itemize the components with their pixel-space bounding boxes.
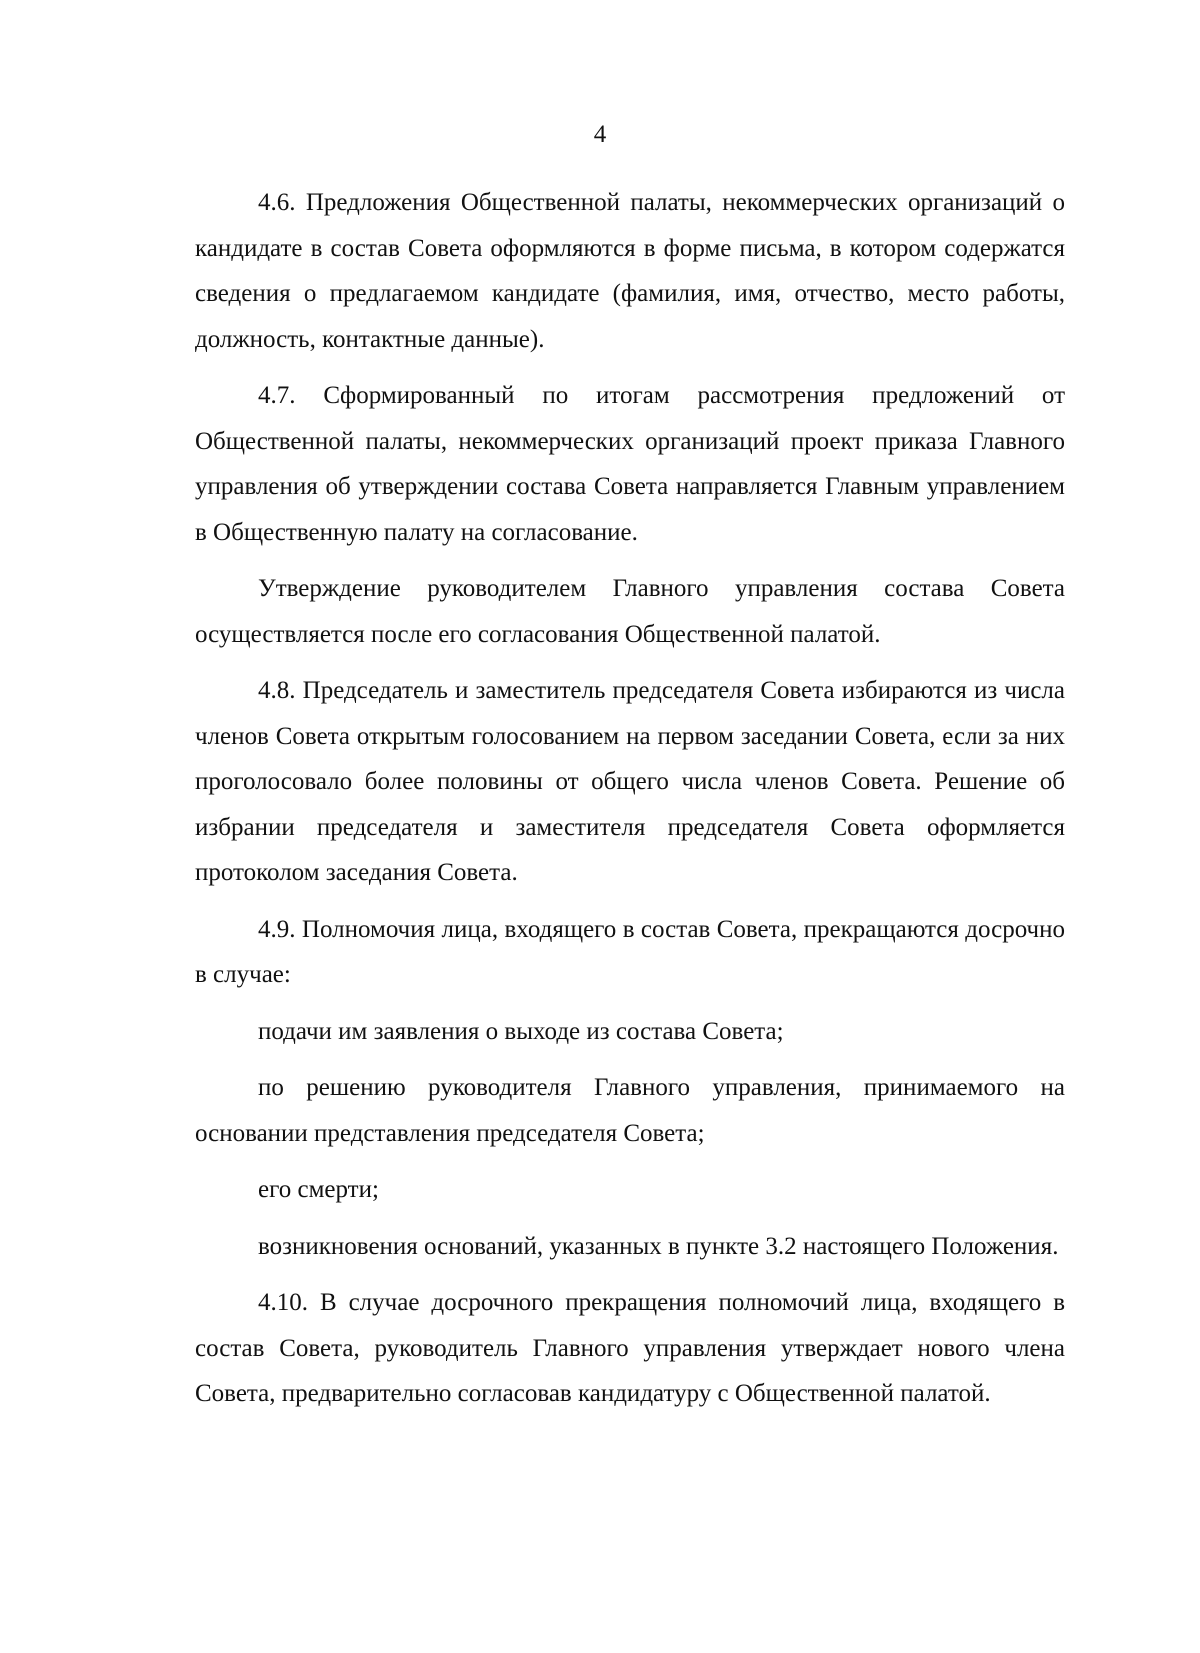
document-body — [195, 180, 1065, 1428]
paragraph-4-9: 4.9. Полномочия лица, входящего в состав Совета, прекращаются досрочно в случае: — [195, 915, 1065, 988]
list-item-resignation: подачи им заявления о выходе из состава Совета; — [258, 1017, 784, 1045]
list-item-decision: по решению руководителя Главного управления, принимаемого на основании представления председателя Совета; — [195, 1074, 1065, 1147]
list-item-death: его смерти; — [258, 1176, 379, 1203]
page-number: 4 — [593, 121, 607, 148]
paragraph-4-7: 4.7. Сформированный по итогам рассмотрения предложений от Общественной палаты, некоммерческих организаций проект приказа Главного управления об утверждении состава Совета направляется Главным управлением в Общественную палату на согласование. — [195, 382, 1065, 546]
paragraph-approval: Утверждение руководителем Главного управления состава Совета осуществляется после его согласования Общественной палатой. — [195, 575, 1065, 648]
list-item-grounds: возникновения оснований, указанных в пункте 3.2 настоящего Положения. — [258, 1232, 1059, 1260]
paragraph-4-8: 4.8. Председатель и заместитель председателя Совета избираются из числа членов Совета открытым голосованием на первом заседании Совета, если за них проголосовало более половины от общего числа членов Совета. Решение об избрании председателя и заместителя председателя Совета оформляется протоколом заседания Совета. — [195, 677, 1065, 886]
paragraph-4-6: 4.6. Предложения Общественной палаты, некоммерческих организаций о кандидате в состав Совета оформляются в форме письма, в котором содержатся сведения о предлагаемом кандидате (фамилия, имя, отчество, место работы, должность, контактные данные). — [195, 189, 1065, 353]
paragraph-4-10: 4.10. В случае досрочного прекращения полномочий лица, входящего в состав Совета, руководитель Главного управления утверждает нового члена Совета, предварительно согласовав кандидатуру с Общественной палатой. — [195, 1289, 1065, 1407]
